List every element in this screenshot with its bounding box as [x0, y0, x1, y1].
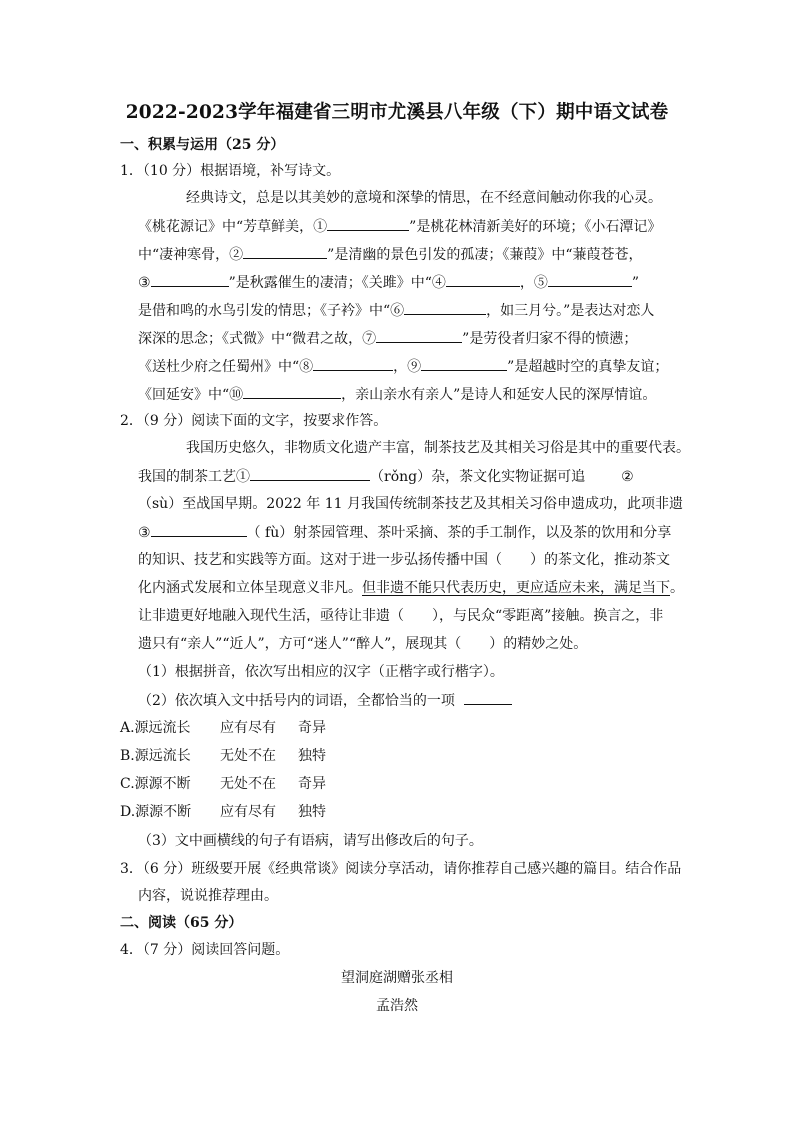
answer-blank-2[interactable] [243, 244, 327, 259]
pinyin-blank-3[interactable] [151, 522, 247, 537]
question-4-stem: 4．（7 分）阅读回答问题。 [120, 942, 290, 958]
q2-paragraph-line-3: （sù）至战国早期。2022 年 11 月我国传统制茶技艺及其相关习俗申遗成功，此项非遗 [138, 496, 683, 512]
q2-paragraph-line-7: 让非遗更好地融入现代生活，亟待让非遗（ ），与民众“零距离”接触。换言之，非 [138, 608, 664, 624]
q1-line-8: 《回延安》中“⑩ ，亲山亲水有亲人”是诗人和延安人民的深厚情谊。 [138, 384, 656, 405]
section-heading-1: 一、积累与运用（25 分） [120, 137, 285, 153]
option-c[interactable]: C.源源不断 无处不在 奇异 [120, 776, 326, 792]
q1-line-4: ③ ”是秋露催生的凄清；《关雎》中“④ ，⑤ ” [138, 272, 639, 293]
exam-title: 2022-2023学年福建省三明市尤溪县八年级（下）期中语文试卷 [125, 102, 669, 123]
answer-blank-1[interactable] [327, 216, 409, 231]
question-1-stem: 1．（10 分）根据语境，补写诗文。 [120, 163, 341, 179]
answer-blank-3[interactable] [151, 272, 229, 287]
q2-paragraph-line-4: ③ （ fù）射茶园管理、茶叶采摘、茶的手工制作，以及茶的饮用和分享 [138, 522, 671, 543]
section-heading-2: 二、阅读（65 分） [120, 915, 243, 931]
question-3-stem: 3．（6 分）班级要开展《经典常谈》阅读分享活动，请你推荐自己感兴趣的篇目。结合作品 [120, 861, 682, 877]
q1-line-6: 深深的思念；《式微》中“微君之故，⑦ ”是劳役者归家不得的愤懑； [138, 328, 637, 349]
underlined-sentence: 但非遗不能只代表历史，更应适应未来，满足当下 [362, 580, 670, 596]
answer-blank-5[interactable] [548, 272, 632, 287]
poem-author: 孟浩然 [376, 998, 418, 1014]
q2-subquestion-3: （3）文中画横线的句子有语病，请写出修改后的句子。 [138, 833, 483, 849]
q2-paragraph-line-8: 遗只有“亲人”“近人”，方可“迷人”“醉人”，展现其（ ）的精妙之处。 [138, 636, 588, 652]
answer-blank-8[interactable] [313, 356, 393, 371]
answer-blank-6[interactable] [404, 300, 486, 315]
q2-paragraph-line-2: 我国的制茶工艺① （rǒng）杂，茶文化实物证据可追 ② [138, 466, 634, 487]
q2-subquestion-1: （1）根据拼音，依次写出相应的汉字（正楷字或行楷字）。 [138, 664, 504, 680]
q1-intro: 经典诗文，总是以其美妙的意境和深挚的情思，在不经意间触动你我的心灵。 [186, 190, 662, 206]
q2-paragraph-line-1: 我国历史悠久，非物质文化遗产丰富，制茶技艺及其相关习俗是其中的重要代表。 [186, 440, 690, 456]
option-d[interactable]: D.源源不断 应有尽有 独特 [120, 804, 326, 820]
question-2-stem: 2．（9 分）阅读下面的文字，按要求作答。 [120, 413, 388, 429]
q2-paragraph-line-5: 的知识、技艺和实践等方面。这对于进一步弘扬传播中国（ ）的茶文化，推动茶文 [138, 552, 670, 568]
question-3-stem-cont: 内容，说说推荐理由。 [138, 888, 278, 904]
answer-blank-10[interactable] [243, 384, 341, 399]
option-a[interactable]: A.源远流长 应有尽有 奇异 [120, 720, 326, 736]
q1-line-2: 《桃花源记》中“芳草鲜美，① ”是桃花林清新美好的环境；《小石潭记》 [138, 216, 661, 237]
option-b[interactable]: B.源远流长 无处不在 独特 [120, 748, 326, 764]
q1-line-7: 《送杜少府之任蜀州》中“⑧ ，⑨ ”是超越时空的真挚友谊； [138, 356, 668, 377]
answer-blank-7[interactable] [376, 328, 462, 343]
q2-paragraph-line-6: 化内涵式发展和立体呈现意义非凡。但非遗不能只代表历史，更应适应未来，满足当下。 [138, 580, 684, 596]
answer-blank-4[interactable] [446, 272, 520, 287]
choice-answer-blank[interactable] [464, 690, 512, 705]
q2-subquestion-2: （2）依次填入文中括号内的词语，全都恰当的一项 [138, 690, 512, 711]
q1-line-5: 是借和鸣的水鸟引发的情思；《子衿》中“⑥ ，如三月兮。”是表达对恋人 [138, 300, 654, 321]
pinyin-blank-1[interactable] [250, 466, 370, 481]
poem-title: 望洞庭湖赠张丞相 [341, 970, 453, 986]
answer-blank-9[interactable] [421, 356, 507, 371]
q1-line-3: 中“凄神寒骨，② ”是清幽的景色引发的孤凄；《蒹葭》中“蒹葭苍苍， [138, 244, 643, 265]
